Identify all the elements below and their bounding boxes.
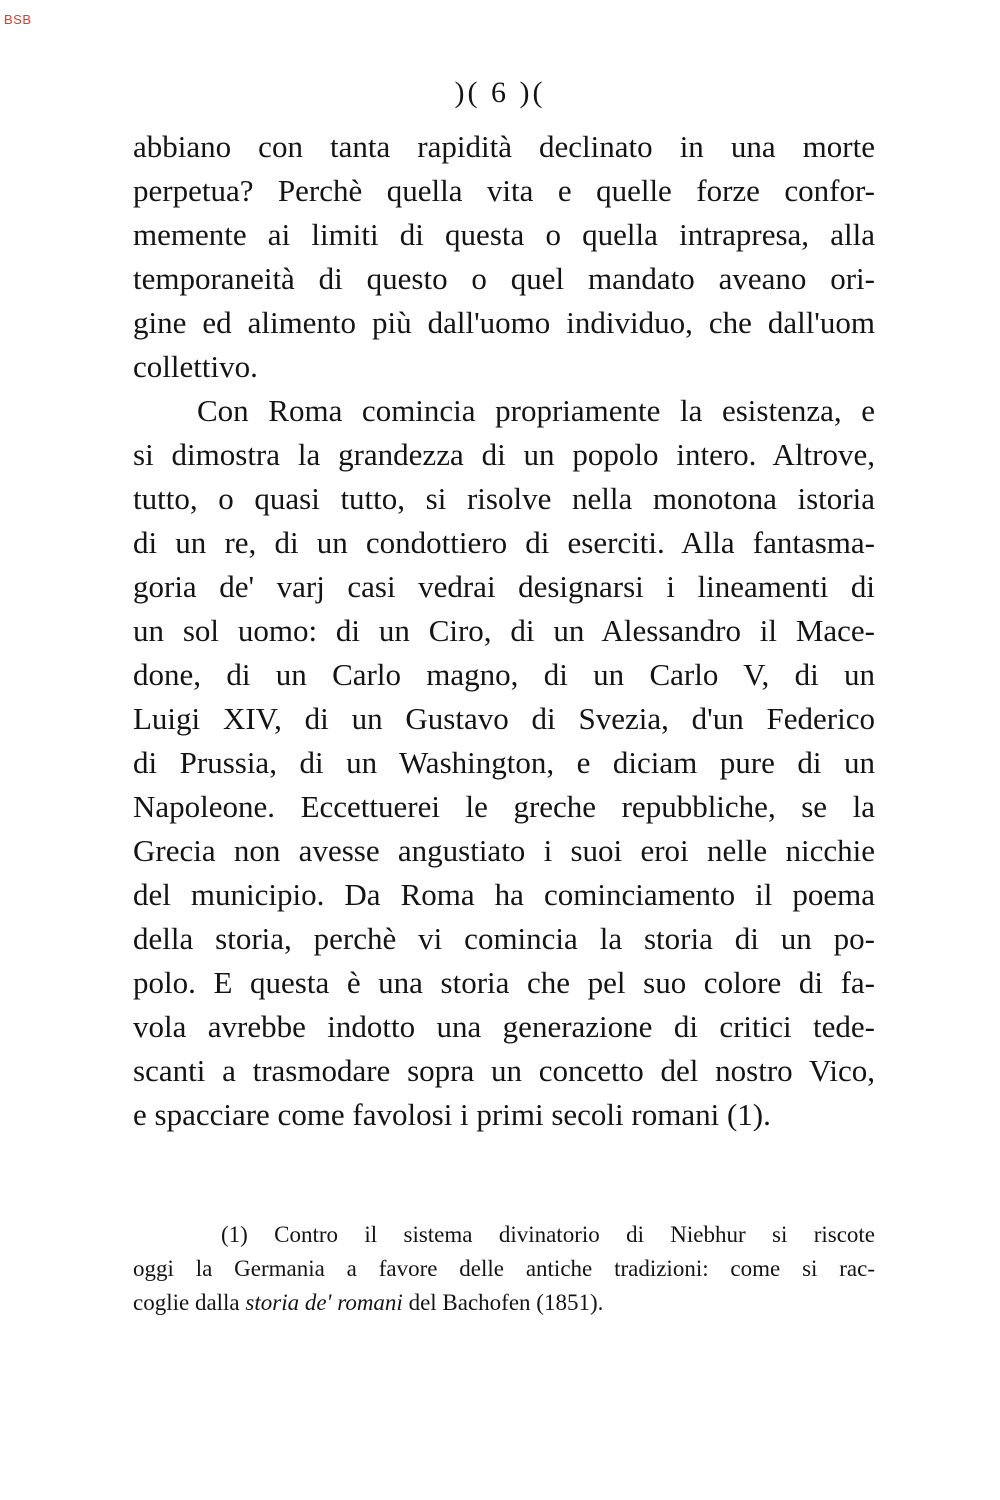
page-number: )( 6 )( [454, 76, 546, 109]
text-line: Napoleone. Eccettuerei le greche repubbliche, se la [133, 789, 875, 824]
text-line: un sol uomo: di un Ciro, di un Alessandro il Mace- [133, 613, 875, 648]
text-line: memente ai limiti di questa o quella intrapresa, alla [133, 217, 875, 252]
text-line: done, di un Carlo magno, di un Carlo V, di un [133, 657, 875, 692]
footnote-line: (1) Contro il sistema divinatorio di Niebhur si riscote [221, 1222, 875, 1247]
text-line: gine ed alimento più dall'uomo individuo, che dall'uom [133, 305, 875, 340]
footnote [133, 1218, 875, 1320]
footnote-line [133, 1286, 875, 1320]
text-line: di un re, di un condottiero di eserciti. Alla fantasma- [133, 525, 875, 560]
footnote-line: oggi la Germania a favore delle antiche tradizioni: come si rac- [133, 1256, 875, 1281]
body-text [133, 125, 875, 1137]
footnote-text: coglie dalla [133, 1290, 246, 1315]
text-line: della storia, perchè vi comincia la storia di un po- [133, 921, 875, 956]
text-line: scanti a trasmodare sopra un concetto del nostro Vico, [133, 1053, 875, 1088]
text-line: goria de' varj casi vedrai designarsi i lineamenti di [133, 569, 875, 604]
footnote-text: del Bachofen (1851). [402, 1290, 604, 1315]
text-line: Grecia non avesse angustiato i suoi eroi nelle nicchie [133, 833, 875, 868]
text-line: vola avrebbe indotto una generazione di critici tede- [133, 1009, 875, 1044]
text-line: perpetua? Perchè quella vita e quelle forze confor- [133, 173, 875, 208]
footnote-book-title: storia de' romani [245, 1290, 403, 1315]
library-stamp: BSB [4, 12, 32, 27]
text-line: polo. E questa è una storia che pel suo colore di fa- [133, 965, 875, 1000]
text-line: collettivo. [133, 349, 258, 384]
text-line: temporaneità di questo o quel mandato aveano ori- [133, 261, 875, 296]
text-line: abbiano con tanta rapidità declinato in una morte [133, 129, 875, 164]
text-line: si dimostra la grandezza di un popolo intero. Altrove, [133, 437, 875, 472]
text-line: Luigi XIV, di un Gustavo di Svezia, d'un Federico [133, 701, 875, 736]
text-line: e spacciare come favolosi i primi secoli romani (1). [133, 1097, 771, 1132]
text-line: Con Roma comincia propriamente la esistenza, e [197, 393, 875, 428]
text-line: tutto, o quasi tutto, si risolve nella monotona istoria [133, 481, 875, 516]
text-line: del municipio. Da Roma ha cominciamento il poema [133, 877, 875, 912]
text-line: di Prussia, di un Washington, e diciam pure di un [133, 745, 875, 780]
